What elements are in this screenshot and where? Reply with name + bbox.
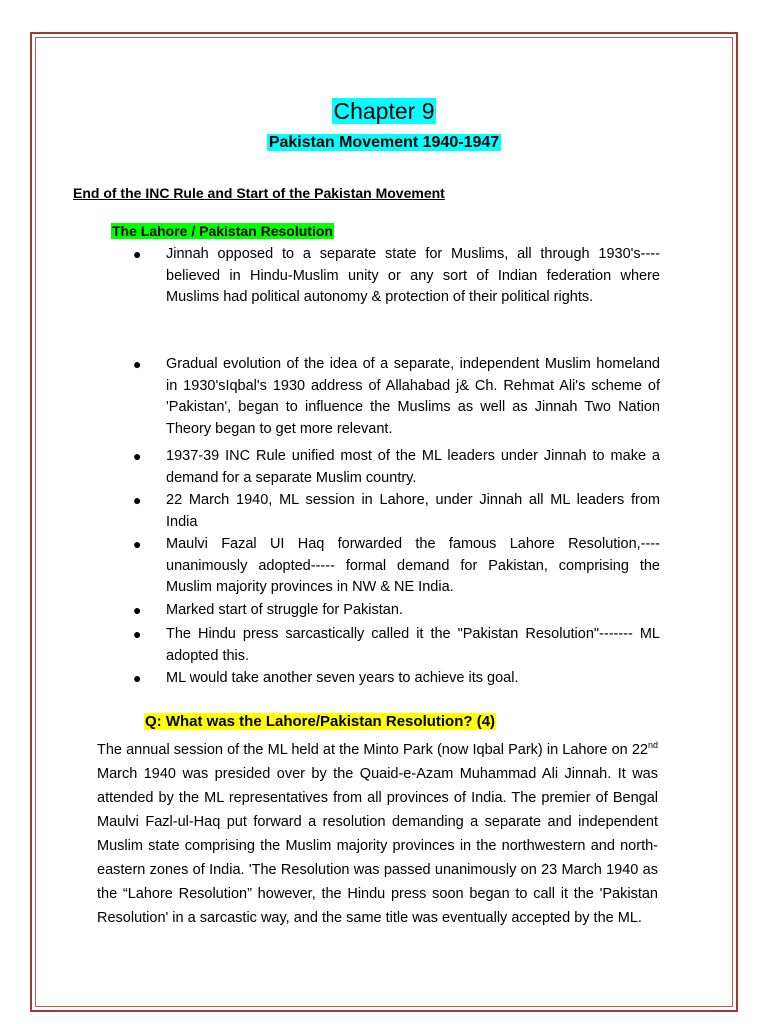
bullet-icon: ● <box>133 536 142 552</box>
chapter-title-text: Chapter 9 <box>333 98 435 124</box>
answer-paragraph <box>97 738 658 930</box>
bullet-icon: ● <box>133 356 142 372</box>
bullet-icon: ● <box>133 448 142 464</box>
section-heading: End of the INC Rule and Start of the Pakistan Movement <box>73 185 445 201</box>
chapter-title <box>0 96 768 126</box>
list-item-text: Jinnah opposed to a separate state for Muslims, all through 1930's---- believed in Hindu-Muslim unity or any sort of Indian federation where Muslims had political autonomy & protection of their political rights. <box>166 246 660 305</box>
list-item-text: Marked start of struggle for Pakistan. <box>166 602 403 618</box>
bullet-icon: ● <box>133 602 142 618</box>
list-item-text: 22 March 1940, ML session in Lahore, under Jinnah all ML leaders from India <box>166 492 660 530</box>
answer-superscript: nd <box>647 740 658 751</box>
bullet-icon: ● <box>133 670 142 686</box>
list-item-text: ML would take another seven years to achieve its goal. <box>166 670 519 686</box>
chapter-subtitle-text: Pakistan Movement 1940-1947 <box>268 134 500 151</box>
sub-heading-text: The Lahore / Pakistan Resolution <box>112 223 333 239</box>
list-item-text: The Hindu press sarcastically called it the "Pakistan Resolution"------- ML adopted this. <box>166 626 660 664</box>
bullet-icon: ● <box>133 246 142 262</box>
answer-text-part2: March 1940 was presided over by the Quaid-e-Azam Muhammad Ali Jinnah. It was attended by the ML representatives from all provinces of India. The premier of Bengal Maulvi Fazl-ul-Haq put forward a resolution demanding a separate and independent Muslim state comprising the Muslim majority provinces in the northwestern and north-eastern zones of India. 'The Resolution was passed unanimously on 23 March 1940 as the “Lahore Resolution” however, the Hindu press soon began to call it the 'Pakistan Resolution' in a sarcastic way, and the same title was eventually accepted by the ML. <box>97 766 658 926</box>
question-text: Q: What was the Lahore/Pakistan Resolution? (4) <box>145 713 496 730</box>
list-item-text: Maulvi Fazal UI Haq forwarded the famous Lahore Resolution,---- unanimously adopted----- formal demand for Pakistan, comprising the Muslim majority provinces in NW & NE India. <box>166 536 660 595</box>
bullet-icon: ● <box>133 626 142 642</box>
list-item-text: Gradual evolution of the idea of a separate, independent Muslim homeland in 1930'sIqbal's 1930 address of Allahabad j& Ch. Rehmat Ali's scheme of 'Pakistan', began to influence the Muslims as well as Jinnah Two Nation Theory began to get more relevant. <box>166 356 660 437</box>
list-item-text: 1937-39 INC Rule unified most of the ML leaders under Jinnah to make a demand for a separate Muslim country. <box>166 448 660 486</box>
sub-heading <box>111 221 334 241</box>
chapter-subtitle <box>0 132 768 154</box>
bullet-icon: ● <box>133 492 142 508</box>
question-heading <box>144 711 496 733</box>
answer-text-part1: The annual session of the ML held at the Minto Park (now Iqbal Park) in Lahore on 22 <box>97 742 648 758</box>
